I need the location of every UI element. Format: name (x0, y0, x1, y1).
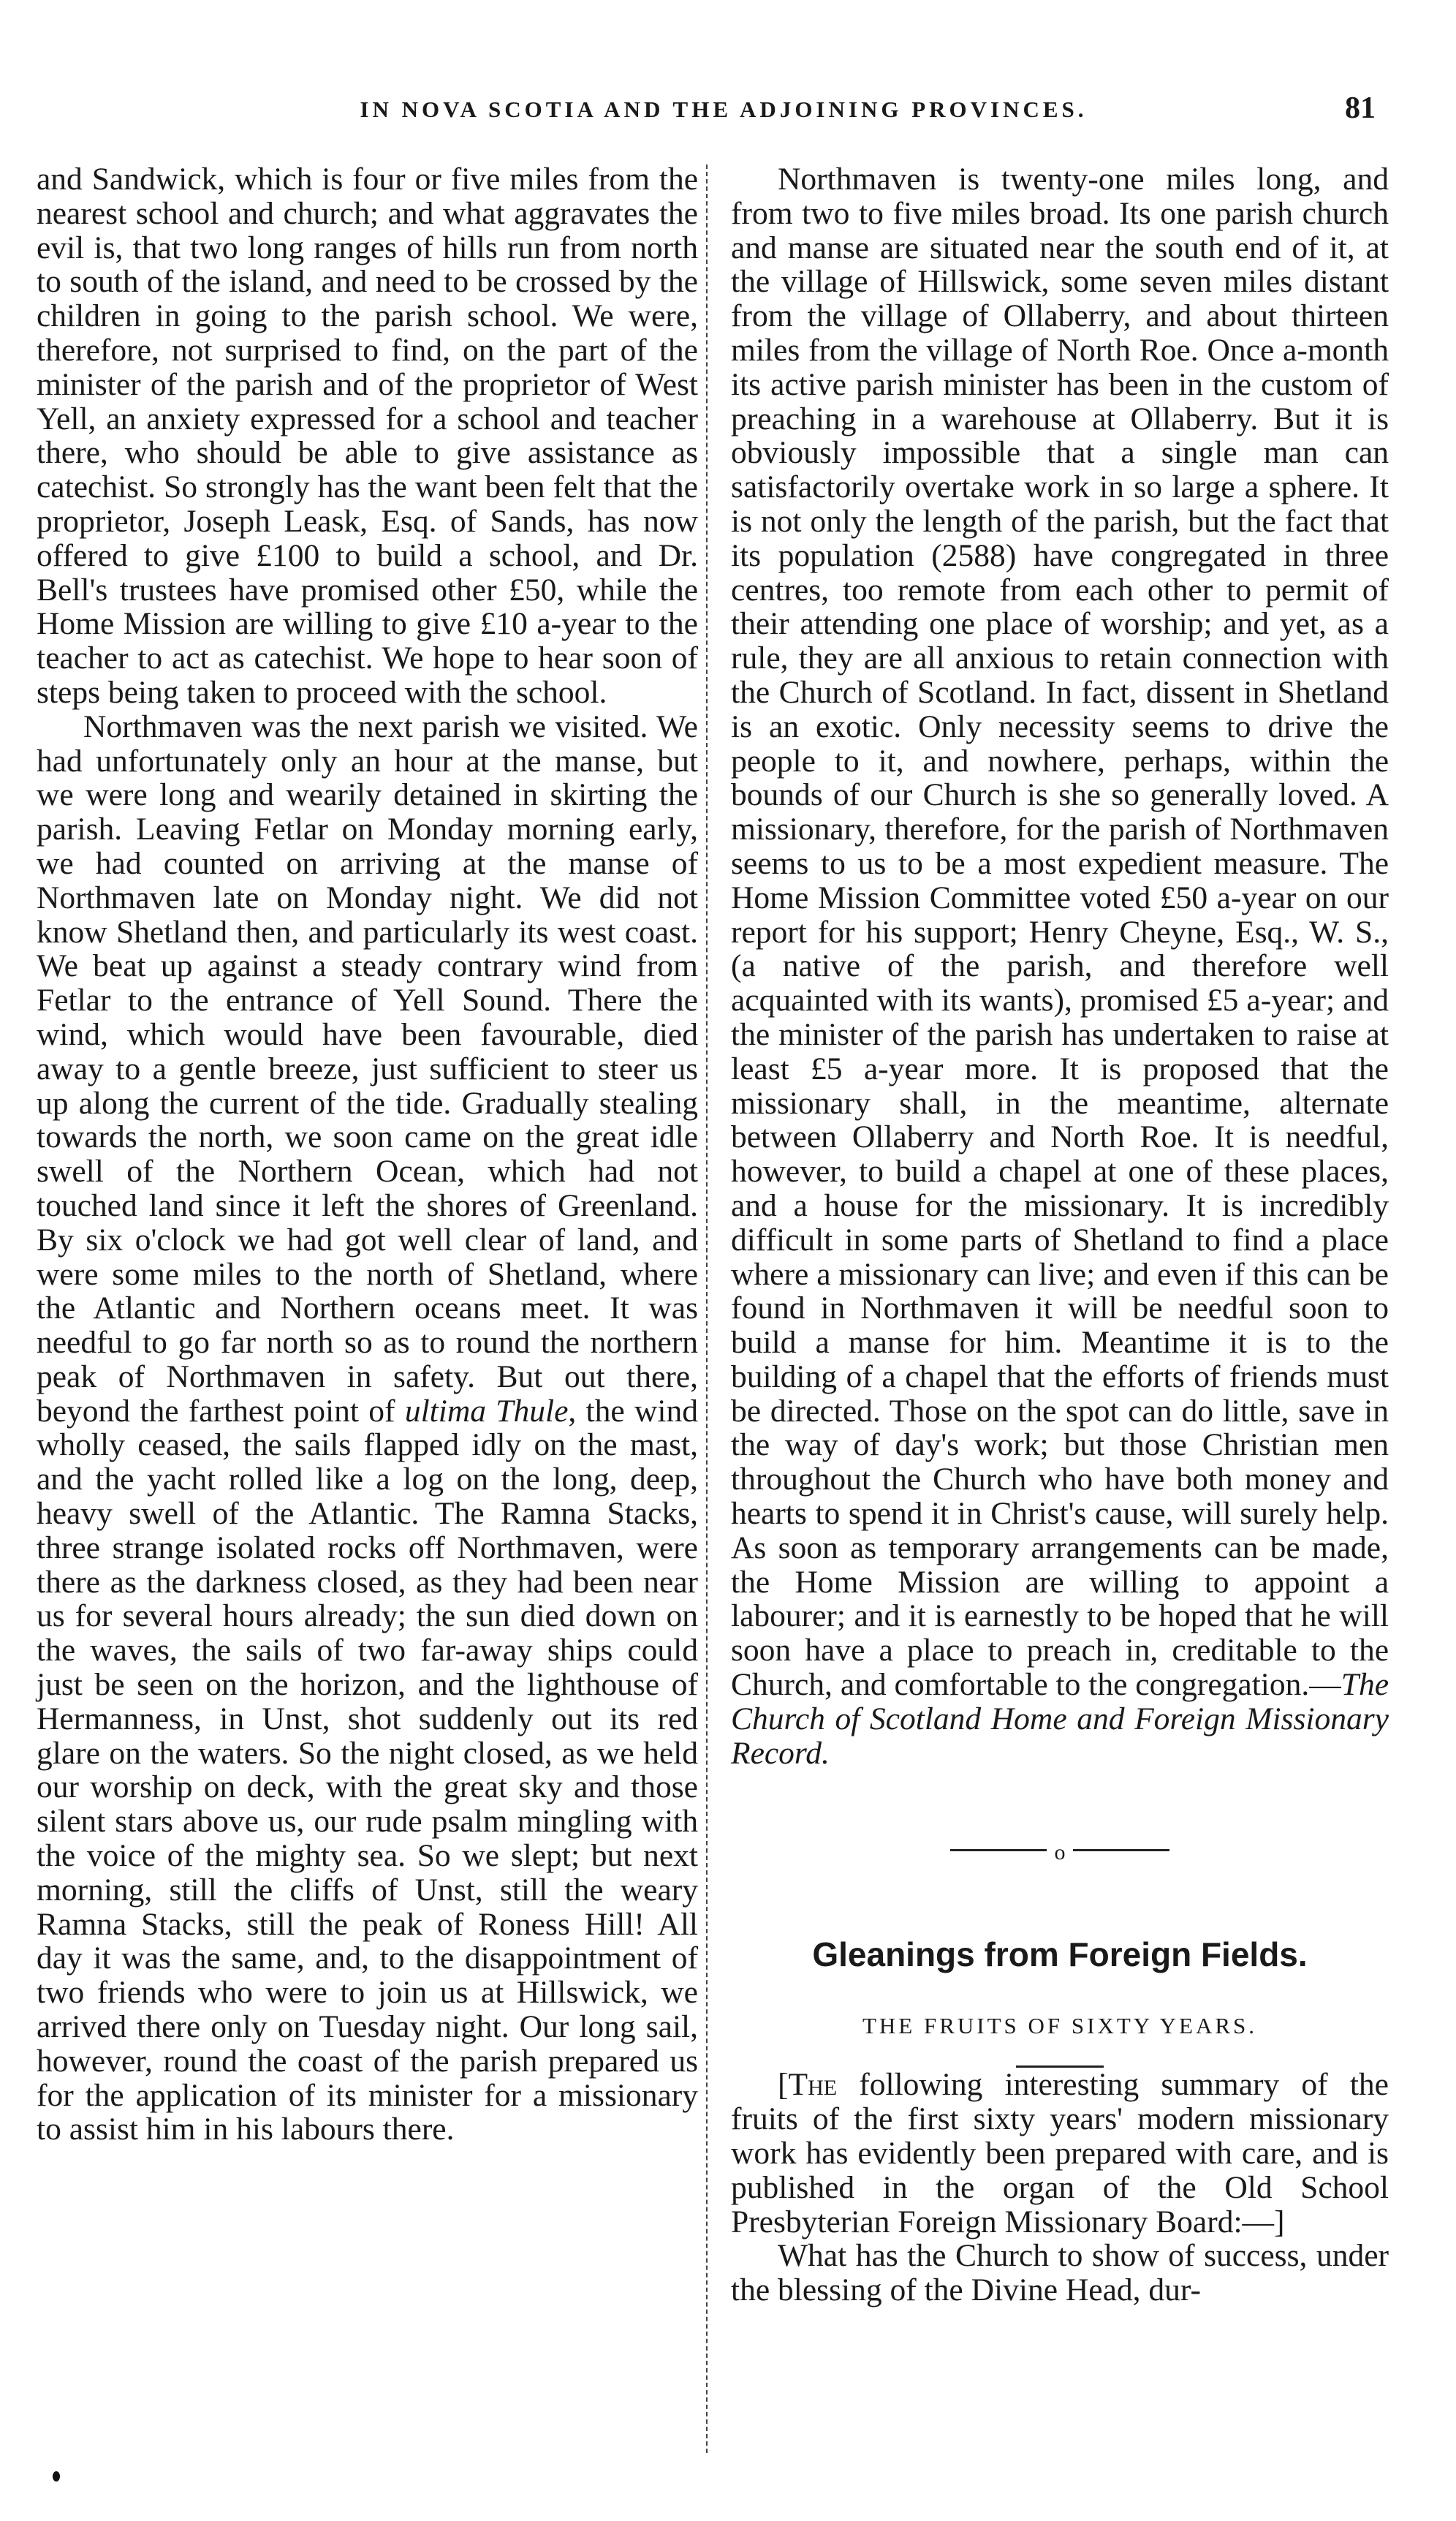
section-divider (950, 1833, 1169, 1867)
ink-speck (53, 2471, 60, 2482)
right-column (731, 162, 1389, 2308)
source-dash: — (1309, 1667, 1341, 1703)
intro-text: following interesting summary of the fruits of the first sixty years' modern missionary work has evidently been prepared with care, and is published in the organ of the Old School Presbyterian Foreign Missionary Board:—] (731, 2067, 1389, 2240)
article-opening-paragraph: What has the Church to show of success, under the blessing of the Divine Head, dur- (731, 2238, 1389, 2308)
northmaven-text: Northmaven is twenty-one miles long, and from two to five miles broad. Its one parish church and manse are situated near the south end of it, at the village of Hillswick, some seven miles distant from the village of Ollaberry, and about thirteen miles from the village of North Roe. Once a-month its active parish minister has been in the custom of preaching in a warehouse at Ollaberry. But it is obviously impossible that a single man can satisfactorily overtake work in so large a sphere. It is not only the length of the parish, but the fact that its population (2588) have congregated in three centres, too remote from each other to permit of their attending one place of worship; and yet, as a rule, they are all anxious to retain connection with the Church of Scotland. In fact, dissent in Shetland is an exotic. Only necessity seems to drive the people to it, and nowhere, perhaps, within the bounds of our Church is she so generally loved. A missionary, therefore, for the parish of Northmaven seems to us to be a most expedient measure. The Home Mission Committee voted £50 a-year on our report for his support; Henry Cheyne, Esq., W. S., (a native of the parish, and therefore well acquainted with its wants), promised £5 a-year; and the minister of the parish has undertaken to raise at least £5 a-year more. It is proposed that the missionary shall, in the meantime, alternate between Ollaberry and North Roe. It is needful, however, to build a chapel at one of these places, and a house for the missionary. It is incredibly difficult in some parts of Shetland to find a place where a missionary can live; and even if this can be found in Northmaven it will be needful soon to build a manse for him. Meantime it is to the building of a chapel that the efforts of friends must be directed. Those on the spot can do little, save in the way of day's work; but those Christian men throughout the Church who have both money and hearts to spend it in Christ's cause, will surely help. As soon as temporary arrangements can be made, the Home Mission are willing to appoint a labourer; and it is earnestly to be hoped that he will soon have a place to preach in, creditable to the Church, and comfortable to the congregation. (731, 162, 1389, 1703)
divider-line-right (1073, 1849, 1169, 1851)
ultima-thule-phrase: ultima Thule (404, 1393, 569, 1429)
left-paragraph-northmaven-voyage (37, 710, 698, 2147)
intro-bracket: [ (778, 2067, 789, 2103)
editorial-intro-note (731, 2068, 1389, 2239)
page-number: 81 (1345, 91, 1376, 125)
voyage-text: Northmaven was the next parish we visited. We had unfortunately only an hour at the manse, but we were long and wearily detained in skirting the parish. Leaving Fetlar on Monday morning early, we had counted on arriving at the manse of Northmaven late on Monday night. We did not know Shetland then, and particularly its west coast. We beat up against a steady contrary wind from Fetlar to the entrance of Yell Sound. There the wind, which would have been favourable, died away to a gentle breeze, just sufficient to steer us up along the current of the tide. Gradually stealing towards the north, we soon came on the great idle swell of the Northern Ocean, which had not touched land since it left the shores of Greenland. By six o'clock we had got well clear of land, and were some miles to the north of Shetland, where the Atlantic and Northern oceans meet. It was needful to go far north so as to round the northern peak of Northmaven in safety. But out there, beyond the farthest point of (37, 708, 698, 1429)
intro-first-word: The (788, 2067, 838, 2103)
section-heading: Gleanings from Foreign Fields. (812, 1935, 1308, 1974)
voyage-text-continued: , the wind wholly ceased, the sails flapped idly on the mast, and the yacht rolled like a log on the long, deep, heavy swell of the Atlantic. The Ramna Stacks, three strange isolated rocks off Northmaven, were there as the darkness closed, as they had been near us for several hours already; the sun died down on the waves, the sails of two far-away ships could just be seen on the horizon, and the lighthouse of Hermanness, in Unst, shot suddenly out its red glare on the waters. So the night closed, as we held our worship on deck, with the great sky and those silent stars above us, our rude psalm mingling with the voice of the mighty sea. So we slept; but next morning, still the cliffs of Unst, still the weary Ramna Stacks, still the peak of Roness Hill! All day it was the same, and, to the disappointment of two friends who were to join us at Hillswick, we arrived there only on Tuesday night. Our long sail, however, round the coast of the parish prepared us for the application of its minister for a missionary to assist him in his labours there. (37, 1393, 698, 2147)
divider-line-left (950, 1849, 1047, 1851)
article-subheading: THE FRUITS OF SIXTY YEARS. (862, 2013, 1258, 2039)
left-column (37, 162, 698, 2147)
left-paragraph-continued: and Sandwick, which is four or five miles from the nearest school and church; and what aggravates the evil is, that two long ranges of hills run from north to south of the island, and need to be crossed by the children in going to the parish school. We were, therefore, not surprised to find, on the part of the minister of the parish and of the proprietor of West Yell, an anxiety expressed for a school and teacher there, who should be able to give assistance as catechist. So strongly has the want been felt that the proprietor, Joseph Leask, Esq. of Sands, has now offered to give £100 to build a school, and Dr. Bell's trustees have promised other £50, while the Home Mission are willing to give £10 a-year to the teacher to act as catechist. We hope to hear soon of steps being taken to proceed with the school. (37, 162, 698, 710)
source-citation: The Church of Scotland Home and Foreign Missionary Record. (731, 1667, 1389, 1771)
divider-ornament: o (1054, 1840, 1066, 1865)
column-divider (706, 165, 708, 2453)
right-paragraph-northmaven (731, 162, 1389, 1770)
running-title: IN NOVA SCOTIA AND THE ADJOINING PROVINCES. (360, 97, 1088, 122)
